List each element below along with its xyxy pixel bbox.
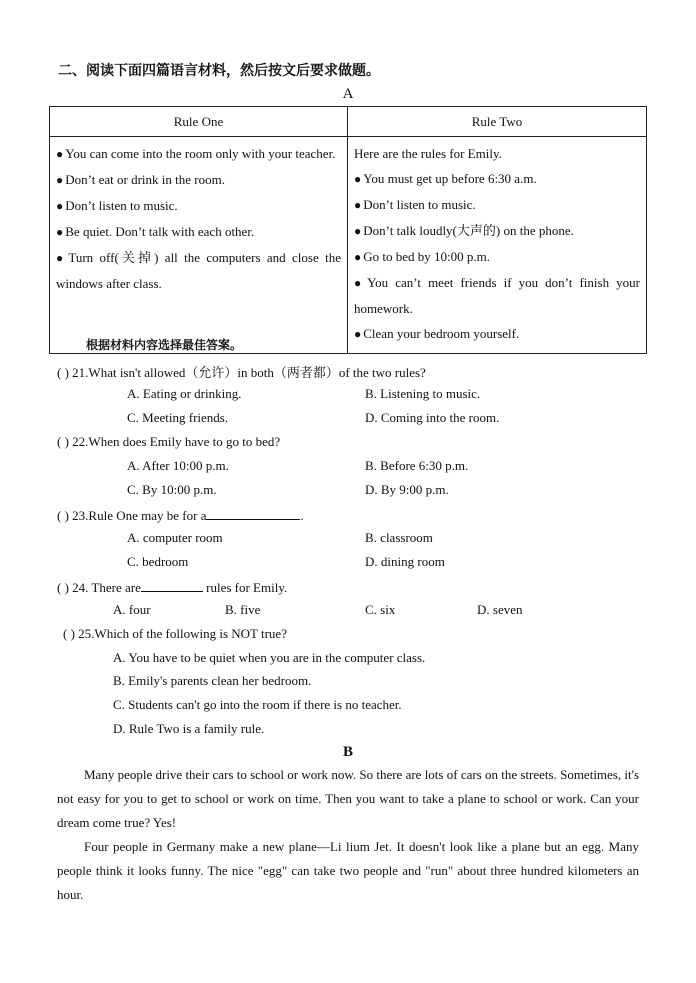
question-stem: 24. There are [72, 580, 141, 595]
rule-two-item: ● Go to bed by 10:00 p.m. [354, 249, 490, 264]
question-25 [63, 626, 287, 642]
answer-paren[interactable]: ( ) [57, 434, 69, 449]
passage-b-label: B [342, 744, 353, 760]
question-23 [57, 506, 304, 524]
answer-paren[interactable]: ( ) [57, 580, 69, 595]
question-stem-end: rules for Emily. [202, 580, 288, 595]
option[interactable]: C. By 10:00 p.m. [127, 482, 217, 497]
option[interactable]: D. By 9:00 p.m. [365, 482, 449, 497]
rule-two-cell [348, 137, 647, 354]
answer-paren[interactable]: ( ) [63, 626, 75, 641]
passage-b-paragraph-2: Four people in Germany make a new plane—Li lium Jet. It doesn't look like a plane but an egg. Many people think it looks funny. The nice "egg" can take two people and "run" about three hundred kilometers an hour. [57, 839, 639, 902]
option[interactable]: D. seven [477, 602, 523, 617]
instruction: 根据材料内容选择最佳答案。 [86, 338, 243, 352]
option[interactable]: D. Rule Two is a family rule. [113, 721, 265, 736]
option[interactable]: C. Students can't go into the room if there is no teacher. [113, 697, 402, 712]
option[interactable]: B. five [225, 602, 261, 617]
rule-one-cell [50, 137, 348, 354]
question-stem: 25.Which of the following is NOT true? [78, 626, 287, 641]
option[interactable]: A. computer room [127, 530, 223, 545]
question-stem: 23.Rule One may be for a [72, 508, 207, 523]
option[interactable]: B. Before 6:30 p.m. [365, 458, 469, 473]
option[interactable]: A. After 10:00 p.m. [127, 458, 229, 473]
rule-one-item: ● Don’t listen to music. [56, 198, 178, 213]
question-24 [57, 578, 287, 596]
rule-one-item: ● Turn off(关掉) all the computers and close the windows after class. [56, 250, 341, 291]
rule-two-intro: Here are the rules for Emily. [354, 146, 502, 161]
option[interactable]: D. dining room [365, 554, 445, 569]
option[interactable]: C. bedroom [127, 554, 189, 569]
question-stem-end: . [300, 508, 304, 523]
section-heading: 二、阅读下面四篇语言材料，然后按文后要求做题。 [58, 63, 380, 79]
rule-two-item: ● Clean your bedroom yourself. [354, 326, 520, 341]
rule-one-item: ● Be quiet. Don’t talk with each other. [56, 224, 255, 239]
option[interactable]: B. Listening to music. [365, 386, 481, 401]
rule-two-item: ● You can’t meet friends if you don’t finish your homework. [354, 275, 640, 316]
rule-one-item: ● Don’t eat or drink in the room. [56, 172, 225, 187]
rule-two-item: ● You must get up before 6:30 a.m. [354, 171, 537, 186]
answer-paren[interactable]: ( ) [57, 365, 69, 380]
option[interactable]: D. Coming into the room. [365, 410, 500, 425]
answer-blank[interactable] [206, 506, 300, 520]
option[interactable]: B. Emily's parents clean her bedroom. [113, 673, 312, 688]
option[interactable]: C. six [365, 602, 396, 617]
rule-two-header: Rule Two [348, 107, 647, 137]
rule-one-header: Rule One [50, 107, 348, 137]
passage-b-paragraph-1: Many people drive their cars to school or work now. So there are lots of cars on the streets. Sometimes, it's not easy for you to get to school or work on time. Then you want to take a plane to school or work. Can your dream come true? Yes! [57, 767, 639, 830]
option[interactable]: A. Eating or drinking. [127, 386, 242, 401]
question-stem: 21.What isn't allowed（允许）in both（两者都）of the two rules? [72, 365, 426, 380]
rule-one-item: ● You can come into the room only with your teacher. [56, 146, 336, 161]
option[interactable]: B. classroom [365, 530, 433, 545]
option[interactable]: C. Meeting friends. [127, 410, 229, 425]
rule-two-item: ● Don’t talk loudly(大声的) on the phone. [354, 223, 574, 238]
rules-table [49, 106, 647, 354]
answer-paren[interactable]: ( ) [57, 508, 69, 523]
question-21 [57, 362, 426, 381]
option[interactable]: A. four [113, 602, 151, 617]
passage-a-label: A [342, 86, 354, 102]
rule-two-item: ● Don’t listen to music. [354, 197, 476, 212]
question-stem: 22.When does Emily have to go to bed? [72, 434, 281, 449]
question-22 [57, 434, 280, 450]
answer-blank[interactable] [141, 578, 203, 592]
option[interactable]: A. You have to be quiet when you are in the computer class. [113, 650, 426, 665]
